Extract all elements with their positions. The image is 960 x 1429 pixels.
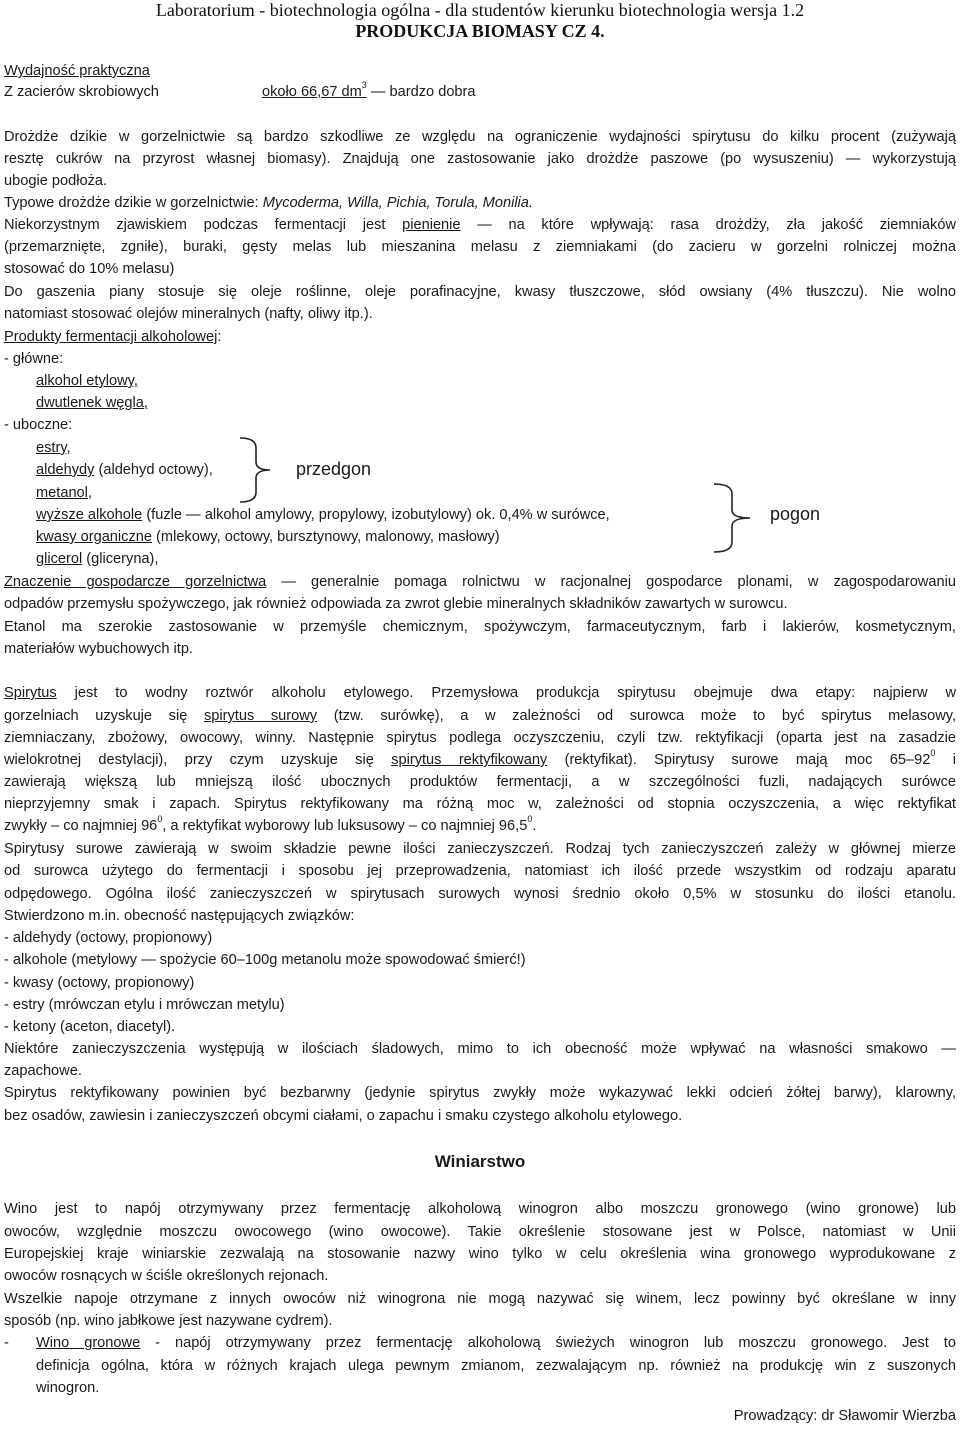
economy-line-3: Etanol ma szerokie zastosowanie w przemyśle chemicznym, spożywczym, farmaceutycznym, farb i lakierów, kosmetycznym,	[4, 619, 956, 635]
wine-line-9: winogron.	[36, 1380, 100, 1396]
foaming-line-5: natomiast stosować olejów mineralnych (nafty, oliwy itp.).	[4, 306, 373, 322]
foaming-line-1: Niekorzystnym zjawiskiem podczas fermentacji jest pienienie — na które wpływają: rasa drożdży, zła jakość ziemniaków	[4, 217, 956, 233]
impurity-list-item: - alkohole (metylowy — spożycie 60–100g metanolu może spowodować śmierć!)	[4, 952, 526, 968]
product-higher-alcohols: wyższe alkohole (fuzle — alkohol amylowy, propylowy, izobutylowy) ok. 0,4% w surówce,	[36, 507, 610, 523]
impurity-list-item: - aldehydy (octowy, propionowy)	[4, 930, 213, 946]
footer-author: Prowadzący: dr Sławomir Wierzba	[733, 1408, 956, 1424]
wild-yeast-line-2: resztę cukrów na przyrost własnej biomasy). Znajdują one zastosowanie jako drożdże paszowe (po wysuszeniu) — wykorzystują	[4, 151, 956, 167]
spirit-line-15: bez osadów, zawiesin i zanieczyszczeń obcymi ciałami, o zapachu i smaku czystego alkoholu etylowego.	[4, 1108, 683, 1124]
spirit-line-7: zwykły – co najmniej $96^0$, a rektyfikat wyborowy lub luksusowy – co najmniej 96,5$^0$.	[4, 814, 537, 834]
wine-line-6: sposób (np. wino jabłkowe jest nazywane cydrem).	[4, 1313, 333, 1329]
spirit-line-6: nieprzyjemny smak i zapach. Spirytus rektyfikowany ma różną moc w, zależności od stopnia oczyszczenia, a więc rektyfikat	[4, 796, 956, 812]
foaming-line-4: Do gaszenia piany stosuje się oleje roślinne, oleje porafinacyjne, kwasy tłuszczowe, słód owsiany (4% tłuszczu). Nie wolno	[4, 284, 956, 300]
wine-line-4: owoców rosnących w ściśle określonych rejonach.	[4, 1268, 329, 1284]
wine-line-8: definicja ogólna, która w różnych krajach ulega pewnym zmianom, zezwalającym np. również na produkcję win z suszonych	[36, 1358, 956, 1374]
wild-yeast-line-3: ubogie podłoża.	[4, 173, 108, 189]
foaming-line-3: stosować do 10% melasu)	[4, 261, 175, 277]
spirit-line-9: od surowca użytego do fermentacji i sposobu jej przeprowadzenia, natomiast ich ilość przede wszystkim od rodzaju aparatu	[4, 863, 956, 879]
wild-yeast-species: Typowe drożdże dzikie w gorzelnictwie: Mycoderma, Willa, Pichia, Torula, Monilia.	[4, 195, 533, 211]
economy-line-1: Znaczenie gospodarcze gorzelnictwa — generalnie pomaga rolnictwu w racjonalnej gospodarce plonami, w zagospodarowaniu	[4, 574, 956, 590]
przedgon-brace	[236, 434, 276, 506]
spirit-line-2: gorzelniach uzyskuje się spirytus surowy (tzw. surówkę), a w zależności od surowca może to być spirytus melasowy,	[4, 708, 957, 724]
wine-list-dash: -	[4, 1335, 9, 1351]
wine-line-5: Wszelkie napoje otrzymane z innych owoców niż winogrona nie mogą nazywać się winem, lecz powinny być określane w inny	[4, 1291, 956, 1307]
product-organic-acids: kwasy organiczne (mlekowy, octowy, bursztynowy, malonowy, masłowy)	[36, 529, 500, 545]
product-aldehydes: aldehydy (aldehyd octowy),	[36, 462, 213, 478]
yield-heading: Wydajność praktyczna	[4, 63, 150, 79]
spirit-line-8: Spirytusy surowe zawierają w swoim składzie pewne ilości zanieczyszczeń. Rodzaj tych zanieczyszczeń zależy w głównej mierze	[4, 841, 956, 857]
document-header: Laboratorium - biotechnologia ogólna - dla studentów kierunku biotechnologia wersja 1.2	[155, 0, 805, 20]
wine-line-7: Wino gronowe - napój otrzymywany przez fermentację alkoholową świeżych winogron lub moszczu gronowego. Jest to	[36, 1335, 956, 1351]
document-subheader: PRODUKCJA BIOMASY CZ 4.	[355, 21, 605, 41]
impurity-list-item: - kwasy (octowy, propionowy)	[4, 975, 195, 991]
spirit-line-1: Spirytus jest to wodny roztwór alkoholu etylowego. Przemysłowa produkcja spirytusu obejmuje dwa etapy: najpierw w	[4, 685, 956, 701]
product-methanol: metanol,	[36, 485, 92, 501]
spirit-line-10: odpędowego. Ogólna ilość zanieczyszczeń w spirytusach surowych wynosi średnio około 0,5% w stosunku do ilości etanolu.	[4, 886, 956, 902]
wine-line-3: Europejskiej kraje winiarskie zezwalają na stosowanie nazwy wino tylko w celu określenia wina gronowego wyprodukowane z	[4, 1246, 956, 1262]
wine-line-2: owoców, względnie moszczu owocowego (wino owocowe). Takie określenie stosowane jest w Polsce, natomiast w Unii	[4, 1224, 956, 1240]
spirit-line-13: zapachowe.	[4, 1063, 82, 1079]
spirit-line-11: Stwierdzono m.in. obecność następujących związków:	[4, 908, 355, 924]
pogon-brace	[710, 480, 760, 556]
spirit-line-12: Niektóre zanieczyszczenia występują w ilościach śladowych, mimo to ich obecność może wpływać na własności smakowo —	[4, 1041, 956, 1057]
przedgon-label: przedgon	[296, 459, 372, 479]
spirit-line-5: zawierają większą lub mniejszą ilość ubocznych produktów fermentacji, a w szczególności fuzli, nadających surówce	[4, 774, 956, 790]
spirit-line-3: ziemniaczany, zbożowy, owocowy, winny. Następnie spirytus podlega oczyszczeniu, czyli tzw. rektyfikacji (oparta jest na zasadzie	[4, 730, 956, 746]
products-main-label: - główne:	[4, 351, 64, 367]
spirit-line-14: Spirytus rektyfikowany powinien być bezbarwny (jedynie spirytus zwykły może wykazywać lekki odcień żółtej barwy), klarowny,	[4, 1085, 956, 1101]
foaming-line-2: (przemarznięte, zgniłe), buraki, gęsty melas lub mieszanina melasu z ziemniakami (do zacieru w gorzelni rolniczej można	[4, 239, 956, 255]
wine-line-1: Wino jest to napój otrzymywany przez fermentację alkoholową winogron albo moszczu gronowego (wino gronowe) lub	[4, 1201, 956, 1217]
spirit-line-4: wielokrotnej destylacji), przy czym uzyskuje się spirytus rektyfikowany (rektyfikat). Spirytusy surowe mają moc $65-92^0$ i	[4, 748, 957, 768]
products-side-label: - uboczne:	[4, 417, 73, 433]
products-heading: Produkty fermentacji alkoholowej:	[4, 329, 222, 345]
product-ethanol: alkohol etylowy,	[36, 373, 138, 389]
yield-value: około 66,67 $dm^3$ — bardzo dobra	[262, 80, 476, 100]
economy-line-2: odpadów przemysłu spożywczego, jak również odpowiada za zwrot glebie mineralnych składników zawartych w surowcu.	[4, 596, 788, 612]
economy-line-4: materiałów wybuchowych itp.	[4, 641, 193, 657]
product-co2: dwutlenek węgla,	[36, 395, 148, 411]
wine-section-title: Winiarstwo	[434, 1152, 526, 1171]
impurity-list-item: - ketony (aceton, diacetyl).	[4, 1019, 176, 1035]
product-glycerol: glicerol (gliceryna),	[36, 551, 159, 567]
product-esters: estry,	[36, 440, 71, 456]
pogon-label: pogon	[770, 504, 821, 524]
yield-label: Z zacierów skrobiowych	[4, 84, 159, 100]
wild-yeast-line-1: Drożdże dzikie w gorzelnictwie są bardzo szkodliwe ze względu na ograniczenie wydajności spirytusu do kilku procent (zużywają	[4, 129, 956, 145]
impurity-list-item: - estry (mrówczan etylu i mrówczan metylu)	[4, 997, 285, 1013]
